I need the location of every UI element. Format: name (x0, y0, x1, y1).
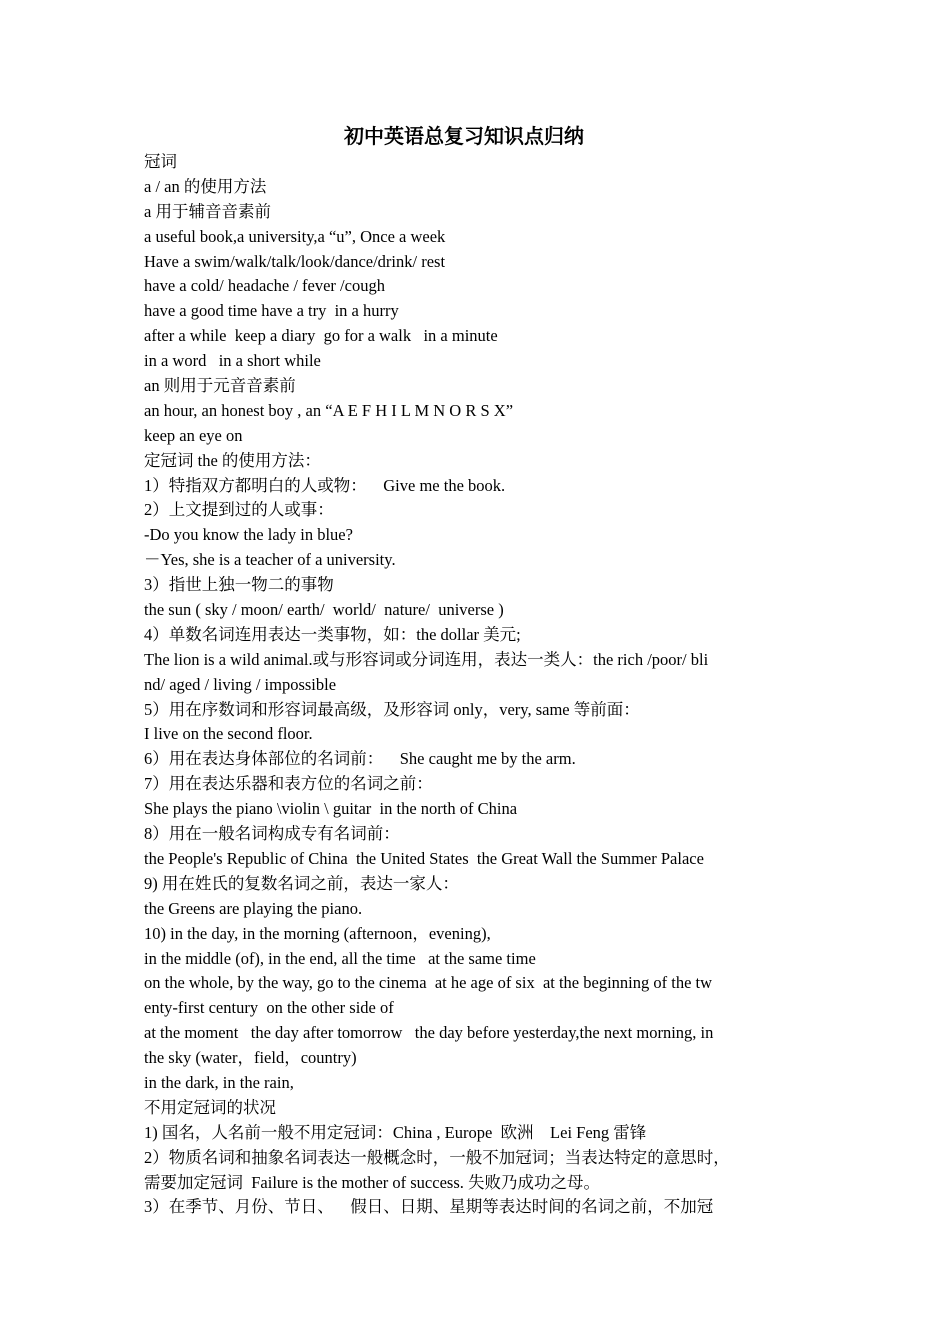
text-line: 9) 用在姓氏的复数名词之前，表达一家人： (144, 873, 459, 893)
text-line: 3）在季节、月份、节日、 假日、日期、星期等表达时间的名词之前，不加冠 (144, 1197, 714, 1217)
text-line: She plays the piano \violin \ guitar in the north of China (144, 799, 518, 819)
text-line: 10) in the day, in the morning (afternoon，evening), (144, 923, 491, 943)
text-line: the People's Republic of China the United States the Great Wall the Summer Palace (144, 848, 704, 868)
text-line: 6）用在表达身体部位的名词前： She caught me by the arm. (144, 749, 576, 769)
text-line: an 则用于元音音素前 (144, 376, 296, 396)
document-body (144, 150, 820, 1220)
text-line: nd/ aged / living / impossible (144, 674, 337, 694)
text-line: －Yes, she is a teacher of a university. (144, 550, 396, 570)
text-line: 8）用在一般名词构成专有名词前： (144, 824, 400, 844)
text-line: Have a swim/walk/talk/look/dance/drink/ rest (144, 251, 446, 271)
text-line: 1）特指双方都明白的人或物： Give me the book. (144, 475, 506, 495)
text-line: on the whole, by the way, go to the cinema at he age of six at the beginning of the tw (144, 973, 713, 993)
text-line: after a while keep a diary go for a walk in a minute (144, 326, 498, 346)
text-line: 需要加定冠词 Failure is the mother of success. 失败乃成功之母。 (144, 1172, 600, 1192)
text-line: the sun ( sky / moon/ earth/ world/ nature/ universe ) (144, 600, 504, 620)
text-line: in a word in a short while (144, 351, 321, 371)
text-line: enty-first century on the other side of (144, 998, 394, 1018)
text-line: I live on the second floor. (144, 724, 313, 744)
text-line: at the moment the day after tomorrow the day before yesterday,the next morning, in (144, 1023, 714, 1043)
text-line: 4）单数名词连用表达一类事物，如：the dollar 美元; (144, 624, 521, 644)
text-line: the sky (water，field，country) (144, 1048, 357, 1068)
text-line: in the middle (of), in the end, all the time at the same time (144, 948, 536, 968)
text-line: the Greens are playing the piano. (144, 898, 363, 918)
text-line: -Do you know the lady in blue? (144, 525, 353, 545)
document-title: 初中英语总复习知识点归纳 (344, 124, 584, 148)
text-line: 7）用在表达乐器和表方位的名词之前： (144, 774, 433, 794)
text-line: have a cold/ headache / fever /cough (144, 276, 385, 296)
text-line: 2）上文提到过的人或事： (144, 500, 334, 520)
text-line: The lion is a wild animal.或与形容词或分词连用，表达一类人：the rich /poor/ bli (144, 649, 709, 669)
text-line: a / an 的使用方法 (144, 176, 267, 196)
text-line: 不用定冠词的状况 (144, 1097, 276, 1117)
text-line: 3）指世上独一物二的事物 (144, 575, 334, 595)
text-line: have a good time have a try in a hurry (144, 301, 399, 321)
text-line: keep an eye on (144, 425, 243, 445)
text-line: in the dark, in the rain, (144, 1072, 294, 1092)
text-line: a useful book,a university,a “u”, Once a week (144, 226, 446, 246)
text-line: 1) 国名，人名前一般不用定冠词：China , Europe 欧洲 Lei Feng 雷锋 (144, 1122, 647, 1142)
text-line: an hour, an honest boy , an “A E F H I L M N O R S X” (144, 400, 514, 420)
text-line: 5）用在序数词和形容词最高级，及形容词 only，very, same 等前面： (144, 699, 640, 719)
text-line: 2）物质名词和抽象名词表达一般概念时，一般不加冠词；当表达特定的意思时， (144, 1147, 730, 1167)
text-line: 定冠词 the 的使用方法： (144, 450, 321, 470)
text-line: a 用于辅音音素前 (144, 201, 271, 221)
text-line: 冠词 (144, 152, 177, 171)
